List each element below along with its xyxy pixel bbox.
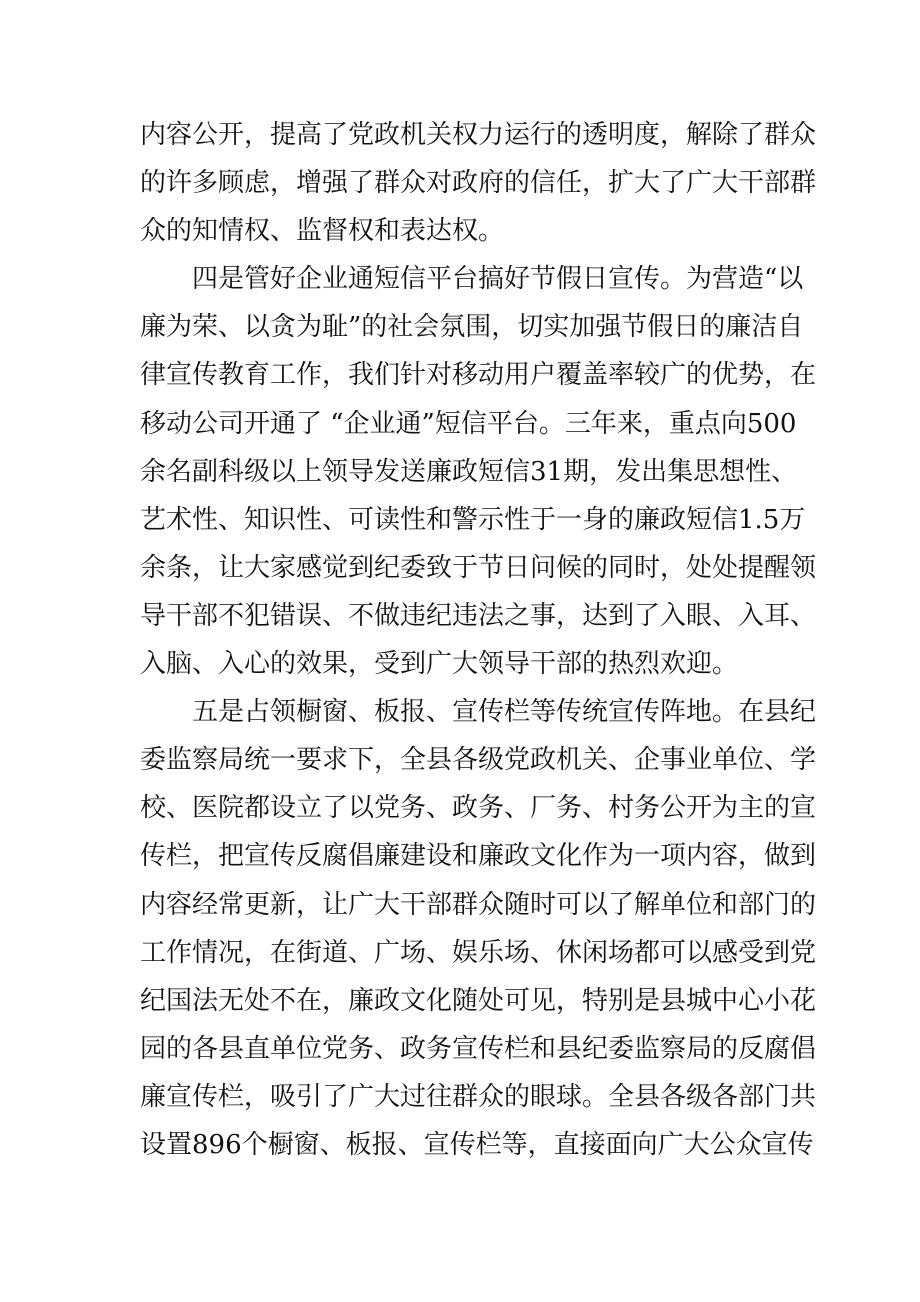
text-line: 廉为荣、以贪为耻”的社会氛围，切实加强节假日的廉洁自	[140, 312, 804, 343]
text-line: 众的知情权、监督权和表达权。	[140, 216, 505, 247]
text-line: 导干部不犯错误、不做违纪违法之事，达到了入眼、入耳、	[140, 600, 817, 631]
text-line: 余名副科级以上领导发送廉政短信31期，发出集思想性、	[140, 456, 798, 487]
text-line: 艺术性、知识性、可读性和警示性于一身的廉政短信1.5万	[140, 504, 806, 535]
text-line: 传栏，把宣传反腐倡廉建设和廉政文化作为一项内容，做到	[140, 841, 817, 872]
paragraph	[140, 255, 817, 688]
text-line: 内容经常更新，让广大干部群众随时可以了解单位和部门的	[140, 889, 817, 920]
text-line: 内容公开，提高了党政机关权力运行的透明度，解除了群众	[140, 120, 817, 150]
text-line: 廉宣传栏，吸引了广大过往群众的眼球。全县各级各部门共	[140, 1081, 817, 1112]
text-line: 纪国法无处不在，廉政文化随处可见，特别是县城中心小花	[140, 985, 817, 1016]
paragraph	[140, 111, 817, 255]
text-line: 移动公司开通了 “企业通”短信平台。三年来，重点向500	[140, 408, 797, 439]
paragraph	[140, 688, 817, 1169]
text-line: 五是占领橱窗、板报、宣传栏等传统宣传阵地。在县纪	[192, 697, 817, 728]
text-line: 校、医院都设立了以党务、政务、厂务、村务公开为主的宣	[140, 793, 817, 824]
text-line: 入脑、入心的效果，受到广大领导干部的热烈欢迎。	[140, 649, 739, 680]
text-line: 设置896个橱窗、板报、宣传栏等，直接面向广大公众宣传	[140, 1129, 814, 1160]
text-line: 园的各县直单位党务、政务宣传栏和县纪委监察局的反腐倡	[140, 1033, 817, 1064]
text-line: 四是管好企业通短信平台搞好节假日宣传。为营造“以	[192, 264, 804, 295]
document-body	[140, 111, 817, 1169]
text-line: 的许多顾虑，增强了群众对政府的信任，扩大了广大干部群	[140, 168, 817, 199]
text-line: 律宣传教育工作，我们针对移动用户覆盖率较广的优势，在	[140, 360, 817, 391]
text-line: 余条，让大家感觉到纪委致于节日问候的同时，处处提醒领	[140, 552, 817, 583]
text-line: 工作情况，在街道、广场、娱乐场、休闲场都可以感受到党	[140, 937, 817, 968]
text-line: 委监察局统一要求下，全县各级党政机关、企事业单位、学	[140, 745, 817, 776]
